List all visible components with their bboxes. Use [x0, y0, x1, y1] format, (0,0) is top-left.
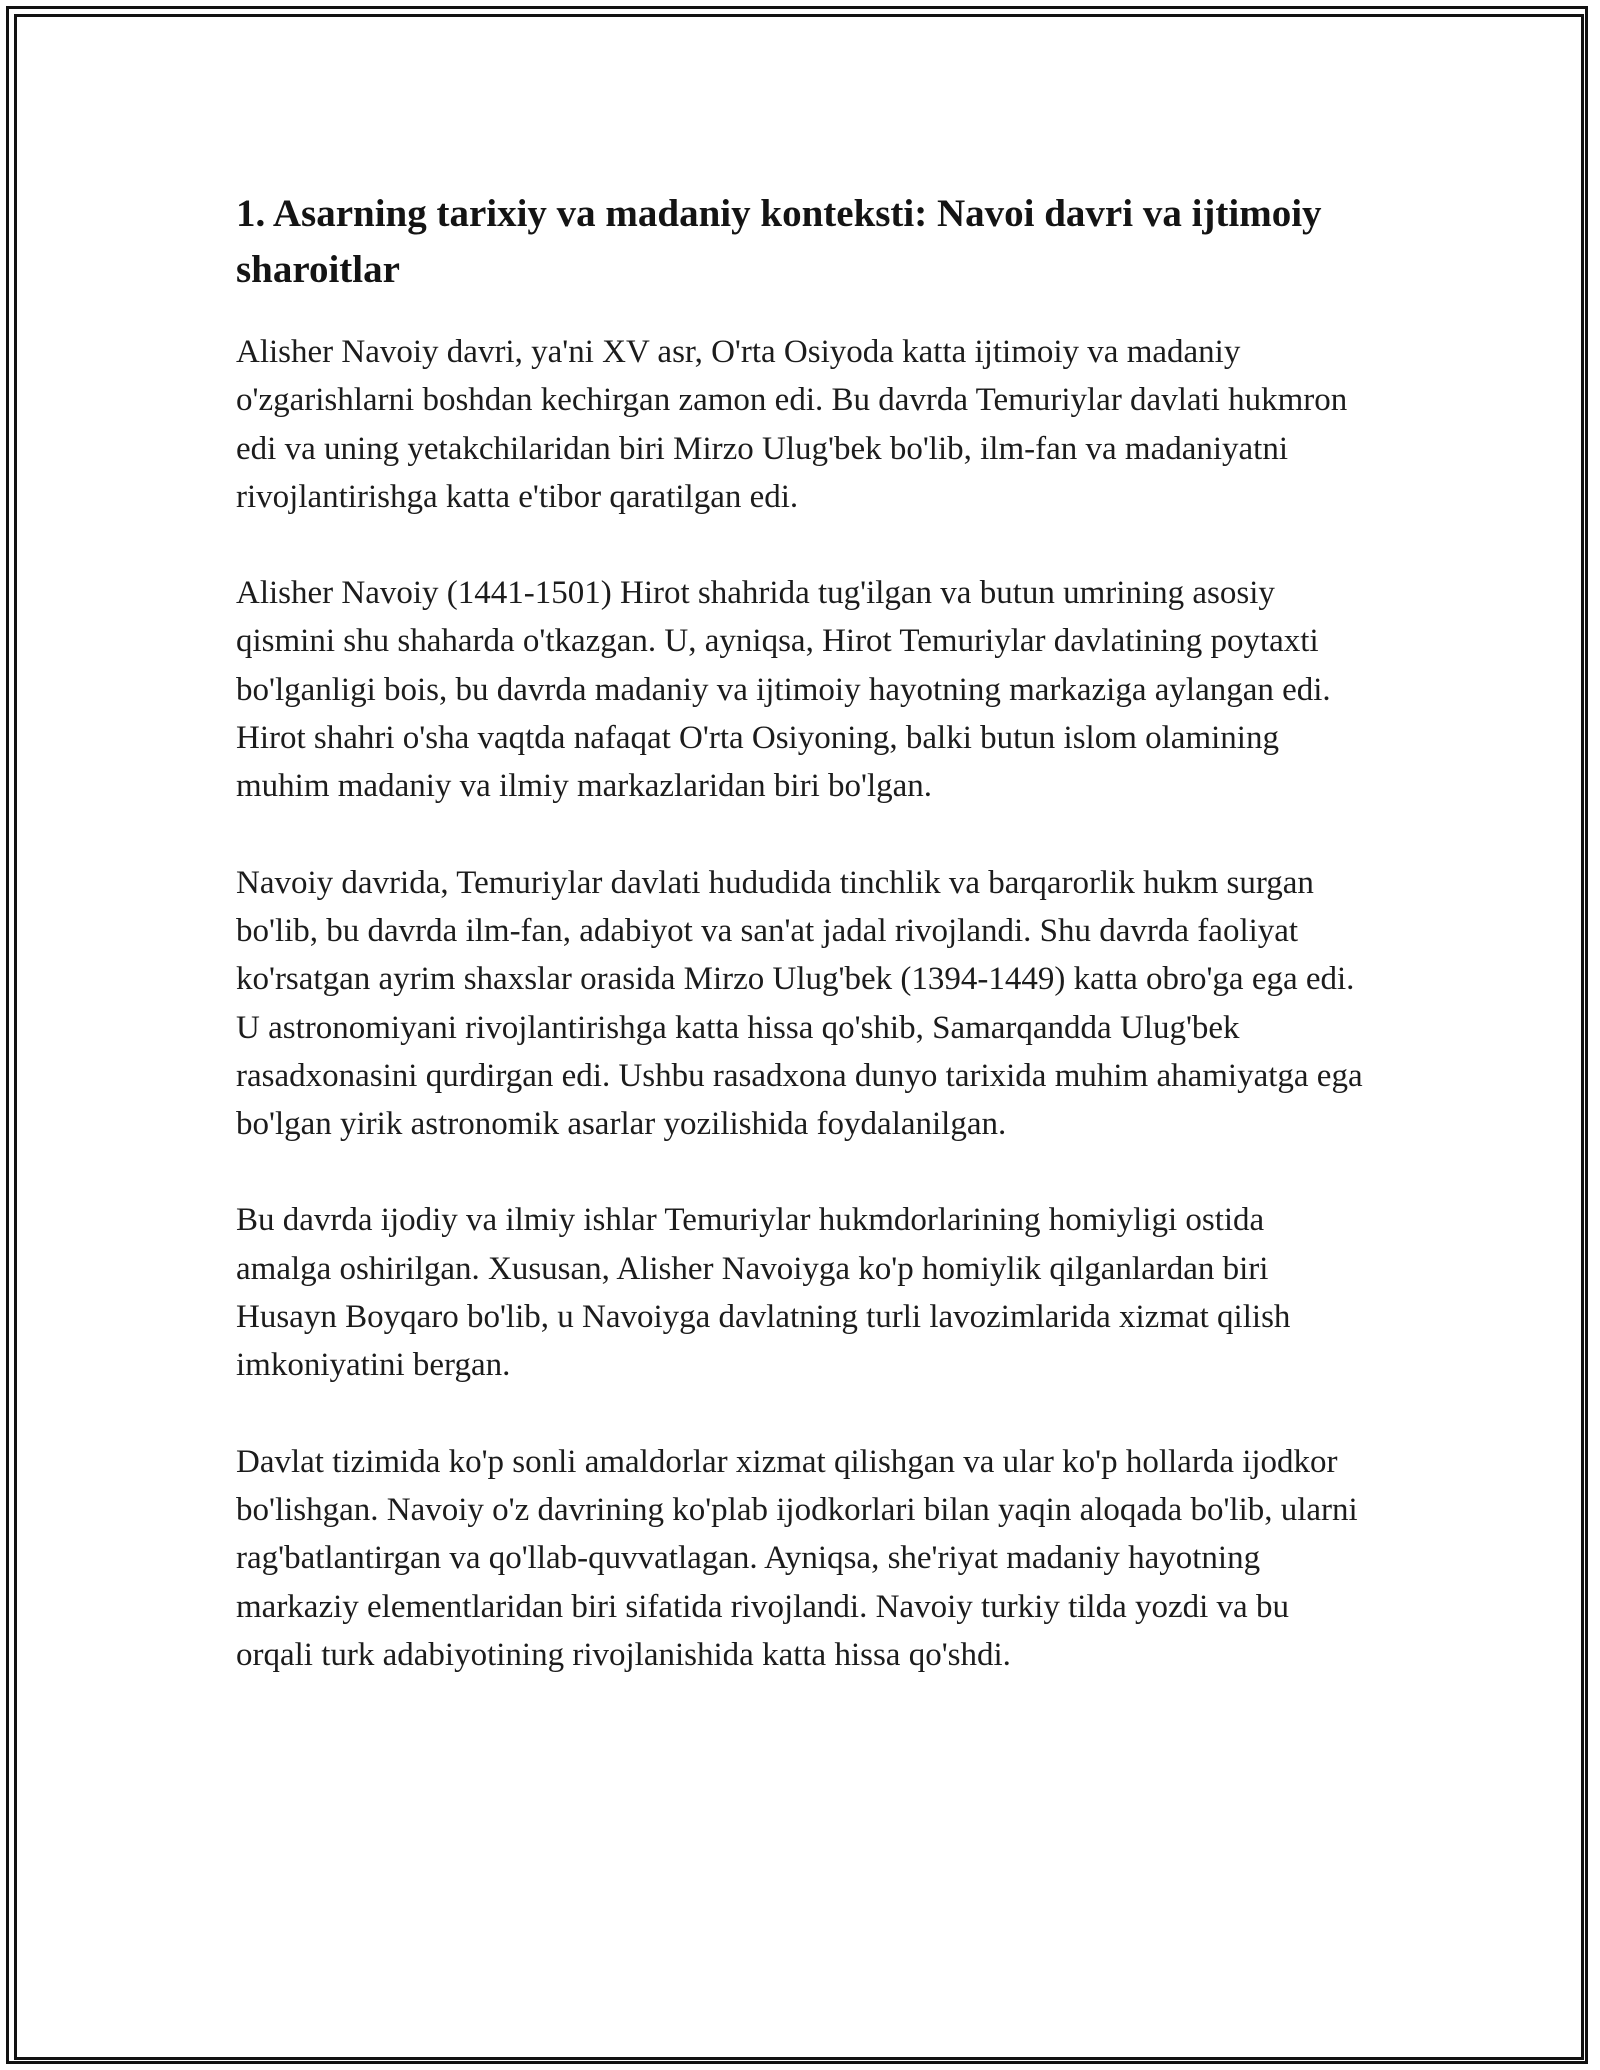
paragraph-5: Davlat tizimida ko'p sonli amaldorlar xizmat qilishgan va ular ko'p hollarda ijodkor bo'lishgan. Navoiy o'z davrining ko'plab ijodkorlari bilan yaqin aloqada bo'lib, ularni rag'batlantirgan va qo'llab-quvvatlagan. Ayniqsa, she'riyat madaniy hayotning markaziy elementlaridan biri sifatida rivojlandi. Navoiy turkiy tilda yozdi va bu orqali turk adabiyotining rivojlanishida katta hissa qo'shdi. [236, 1443, 1358, 1673]
paragraph-4: Bu davrda ijodiy va ilmiy ishlar Temuriylar hukmdorlarining homiyligi ostida amalga oshirilgan. Xususan, Alisher Navoiyga ko'p homiylik qilganlardan biri Husayn Boyqaro bo'lib, u Navoiyga davlatning turli lavozimlarida xizmat qilish imkoniyatini bergan. [236, 1202, 1291, 1384]
paragraph-1: Alisher Navoiy davri, ya'ni XV asr, O'rta Osiyoda katta ijtimoiy va madaniy o'zgarishlarni boshdan kechirgan zamon edi. Bu davrda Temuriylar davlati hukmron edi va uning yetakchilaridan biri Mirzo Ulug'bek bo'lib, ilm-fan va madaniyatni rivojlantirishga katta e'tibor qaratilgan edi. [236, 334, 1348, 515]
document-page [236, 186, 1364, 1727]
section-heading: 1. Asarning tarixiy va madaniy konteksti: Navoi davri va ijtimoiy sharoitlar [236, 192, 1322, 291]
paragraph-2: Alisher Navoiy (1441-1501) Hirot shahrida tug'ilgan va butun umrining asosiy qismini shu shaharda o'tkazgan. U, ayniqsa, Hirot Temuriylar davlatining poytaxti bo'lganligi bois, bu davrda madaniy va ijtimoiy hayotning markaziga aylangan edi. Hirot shahri o'sha vaqtda nafaqat O'rta Osiyoning, balki butun islom olamining muhim madaniy va ilmiy markazlaridan biri bo'lgan. [236, 575, 1331, 805]
paragraph-3: Navoiy davrida, Temuriylar davlati hududida tinchlik va barqarorlik hukm surgan bo'lib, bu davrda ilm-fan, adabiyot va san'at jadal rivojlandi. Shu davrda faoliyat ko'rsatgan ayrim shaxslar orasida Mirzo Ulug'bek (1394-1449) katta obro'ga ega edi. U astronomiyani rivojlantirishga katta hissa qo'shib, Samarqandda Ulug'bek rasadxonasini qurdirgan edi. Ushbu rasadxona dunyo tarixida muhim ahamiyatga ega bo'lgan yirik astronomik asarlar yozilishida foydalanilgan. [236, 864, 1363, 1143]
